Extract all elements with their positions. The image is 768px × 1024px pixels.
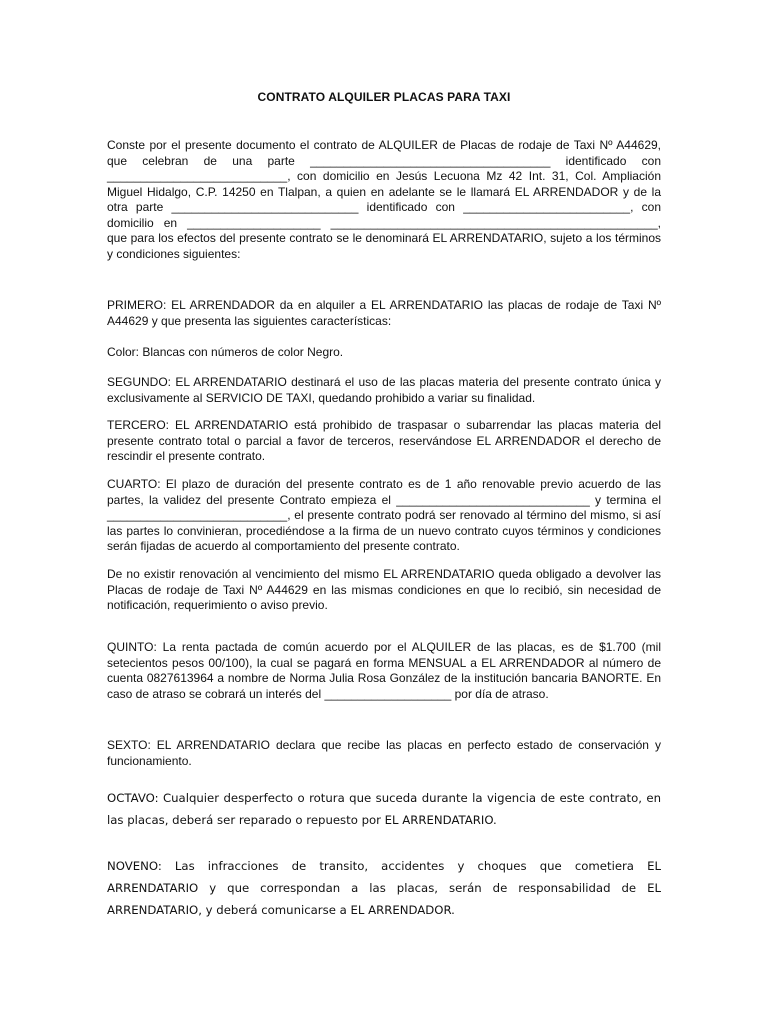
clause-tercero: TERCERO: EL ARRENDATARIO está prohibido de traspasar o subarrendar las placas materia del presente contrato total o parcial a favor de terceros, reservándose EL ARRENDADOR el derecho de rescindir el presente contrato. [107,418,661,463]
clause-sexto: SEXTO: EL ARRENDATARIO declara que recibe las placas en perfecto estado de conservación y funcionamiento. [107,738,661,768]
clause-quinto: QUINTO: La renta pactada de común acuerdo por el ALQUILER de las placas, es de $1.700 (mil setecientos pesos 00/100), la cual se pagará en forma MENSUAL a EL ARRENDADOR al número de cuenta 0827613964 a nombre de Norma Julia Rosa González de la institución bancaria BANORTE. En caso de atraso se cobrará un interés del ___________________ por día de atraso. [107,640,661,701]
paragraph-intro: Conste por el presente documento el contrato de ALQUILER de Placas de rodaje de Taxi Nº A44629, que celebran de una parte ____________________________________ identificado con ___________________________, con domicilio en Jesús Lecuona Mz 42 Int. 31, Col. Ampliación Miguel Hidalgo, C.P. 14250 en Tlalpan, a quien en adelante se le llamará EL ARRENDADOR y de la otra parte ____________________________ identificado con _________________________, con domicilio en ____________________ _________________________________________________, que para los efectos del presente contrato se le denominará EL ARRENDATARIO, sujeto a los términos y condiciones siguientes: [107,138,661,261]
clause-segundo: SEGUNDO: EL ARRENDATARIO destinará el uso de las placas materia del presente contrato única y exclusivamente al SERVICIO DE TAXI, quedando prohibido a variar su finalidad. [107,375,661,405]
paragraph-renovacion: De no existir renovación al vencimiento del mismo EL ARRENDATARIO queda obligado a devolver las Placas de rodaje de Taxi Nº A44629 en las mismas condiciones en que lo recibió, sin necesidad de notificación, requerimiento o aviso previo. [107,567,661,612]
clause-cuarto: CUARTO: El plazo de duración del presente contrato es de 1 año renovable previo acuerdo de las partes, la validez del presente Contrato empieza el _____________________________ y termina el ___________________________, el presente contrato podrá ser renovado al término del mismo, si así las partes lo convinieran, procediéndose a la firma de un nuevo contrato cuyos términos y condiciones serán fijadas de acuerdo al comportamiento del presente contrato. [107,477,661,553]
clause-octavo: OCTAVO: Cualquier desperfecto o rotura que suceda durante la vigencia de este contrato, en las placas, deberá ser reparado o repuesto por EL ARRENDATARIO. [107,791,661,827]
paragraph-color: Color: Blancas con números de color Negro. [107,345,344,359]
clause-noveno: NOVENO: Las infracciones de transito, accidentes y choques que cometiera EL ARRENDATARIO y que correspondan a las placas, serán de responsabilidad de EL ARRENDATARIO, y deberá comunicarse a EL ARRENDADOR. [107,859,661,917]
document-title: CONTRATO ALQUILER PLACAS PARA TAXI [257,90,511,104]
clause-primero: PRIMERO: EL ARRENDADOR da en alquiler a EL ARRENDATARIO las placas de rodaje de Taxi Nº A44629 y que presenta las siguientes características: [107,298,661,328]
